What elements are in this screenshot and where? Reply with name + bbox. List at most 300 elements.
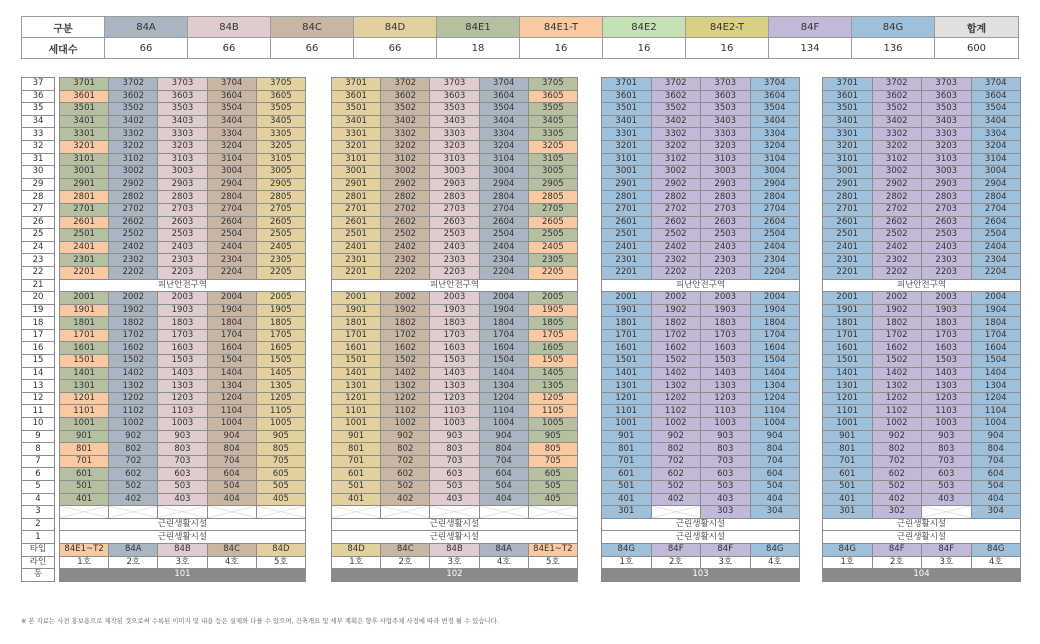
unit-cell: 2805 (528, 191, 577, 204)
floor-number: 31 (22, 153, 55, 166)
unit-cell: 702 (651, 455, 701, 468)
unit-cell: 1501 (602, 355, 652, 368)
legend-type-count: 16 (520, 38, 603, 59)
line-cell: 2호 (872, 556, 922, 569)
unit-cell: 1903 (430, 304, 479, 317)
unit-cell: 1302 (109, 380, 158, 393)
legend-type-name: 84E1-T (520, 17, 603, 38)
unit-cell: 3103 (701, 153, 751, 166)
unit-cell: 2803 (922, 191, 972, 204)
unit-cell: 502 (872, 481, 922, 494)
unit-cell: 3701 (60, 78, 109, 91)
unit-cell: 1804 (971, 317, 1021, 330)
unit-cell: 1802 (651, 317, 701, 330)
unit-cell: 1602 (872, 342, 922, 355)
unit-cell: 3001 (602, 166, 652, 179)
unit-cell: 2501 (332, 229, 381, 242)
unit-cell: 2205 (528, 266, 577, 279)
dong-number-cell: 103 (602, 569, 800, 582)
unit-cell: 1904 (207, 304, 256, 317)
line-cell: 1호 (602, 556, 652, 569)
legend-type-count: 66 (354, 38, 437, 59)
unit-cell: 302 (872, 506, 922, 519)
unit-cell: 1704 (750, 329, 800, 342)
unit-cell: 2704 (750, 203, 800, 216)
unit-cell: 3603 (922, 90, 972, 103)
unit-cell: 602 (872, 468, 922, 481)
unit-cell: 3701 (332, 78, 381, 91)
unit-cell: 404 (750, 493, 800, 506)
unit-cell: 2001 (60, 292, 109, 305)
unit-cell: 3404 (207, 115, 256, 128)
legend-header-row (22, 17, 1019, 38)
unit-cell: 2702 (651, 203, 701, 216)
unit-cell: 804 (479, 443, 528, 456)
unit-cell: 3301 (823, 128, 873, 141)
unit-cell: 2001 (332, 292, 381, 305)
unit-cell: 905 (528, 430, 577, 443)
amenity-facility-cell: 근린생활시설 (332, 518, 578, 531)
unit-cell: 2303 (701, 254, 751, 267)
unit-cell: 2305 (528, 254, 577, 267)
unit-cell: 1003 (701, 418, 751, 431)
unit-cell: 804 (750, 443, 800, 456)
unit-cell: 803 (922, 443, 972, 456)
unit-cell: 502 (381, 481, 430, 494)
unit-cell: 3004 (750, 166, 800, 179)
unit-cell: 3201 (823, 140, 873, 153)
unit-cell: 403 (701, 493, 751, 506)
unit-cell: 2203 (430, 266, 479, 279)
line-cell: 2호 (651, 556, 701, 569)
unit-cell: 2201 (823, 266, 873, 279)
unit-cell: 1801 (332, 317, 381, 330)
floor-number: 20 (22, 292, 55, 305)
unit-cell: 2204 (971, 266, 1021, 279)
unit-cell: 1402 (651, 367, 701, 380)
unit-cell: 2002 (109, 292, 158, 305)
unit-cell: 1102 (651, 405, 701, 418)
unit-cell: 2705 (256, 203, 305, 216)
unit-cell: 1802 (381, 317, 430, 330)
unit-cell: 2904 (750, 178, 800, 191)
unit-cell: 3402 (651, 115, 701, 128)
unit-cell: 1303 (430, 380, 479, 393)
unit-cell: 1703 (430, 329, 479, 342)
unit-type-cell: 84C (207, 543, 256, 556)
unit-cell: 1004 (971, 418, 1021, 431)
unit-cell: 3102 (651, 153, 701, 166)
unit-cell: 3704 (207, 78, 256, 91)
unit-cell: 2003 (922, 292, 972, 305)
unit-cell: 2304 (207, 254, 256, 267)
unit-cell: 1703 (922, 329, 972, 342)
unit-cell: 301 (602, 506, 652, 519)
unit-cell: 1603 (158, 342, 207, 355)
unit-cell: 2403 (701, 241, 751, 254)
amenity-facility-cell: 근린생활시설 (332, 531, 578, 544)
line-cell: 3호 (922, 556, 972, 569)
unit-cell: 3204 (479, 140, 528, 153)
unit-cell: 1501 (823, 355, 873, 368)
unit-cell: 2704 (971, 203, 1021, 216)
unit-cell: 601 (823, 468, 873, 481)
unit-cell: 1902 (651, 304, 701, 317)
unit-cell: 1503 (158, 355, 207, 368)
unit-cell: 904 (479, 430, 528, 443)
unit-cell: 1102 (109, 405, 158, 418)
unit-cell: 3401 (823, 115, 873, 128)
unit-cell: 1604 (479, 342, 528, 355)
legend-type-name: 84D (354, 17, 437, 38)
unit-cell: 701 (332, 455, 381, 468)
dong-number-cell: 101 (60, 569, 306, 582)
unit-cell: 404 (971, 493, 1021, 506)
unit-cell: 3601 (823, 90, 873, 103)
vacant-unit-cell (528, 506, 577, 519)
unit-cell: 501 (823, 481, 873, 494)
unit-cell: 2602 (109, 216, 158, 229)
unit-type-cell: 84F (872, 543, 922, 556)
unit-cell: 2204 (207, 266, 256, 279)
unit-cell: 1205 (528, 392, 577, 405)
unit-cell: 2405 (256, 241, 305, 254)
line-cell: 5호 (528, 556, 577, 569)
unit-cell: 2303 (158, 254, 207, 267)
unit-cell: 1602 (651, 342, 701, 355)
unit-type-cell: 84G (823, 543, 873, 556)
unit-cell: 2902 (381, 178, 430, 191)
unit-cell: 2604 (479, 216, 528, 229)
unit-cell: 2704 (479, 203, 528, 216)
unit-cell: 3503 (158, 103, 207, 116)
unit-cell: 503 (430, 481, 479, 494)
unit-cell: 2903 (922, 178, 972, 191)
unit-cell: 3503 (430, 103, 479, 116)
unit-cell: 1901 (60, 304, 109, 317)
unit-cell: 1904 (971, 304, 1021, 317)
unit-cell: 2504 (750, 229, 800, 242)
unit-cell: 1301 (602, 380, 652, 393)
unit-cell: 402 (109, 493, 158, 506)
unit-cell: 3301 (60, 128, 109, 141)
unit-cell: 2301 (332, 254, 381, 267)
unit-cell: 2603 (430, 216, 479, 229)
unit-cell: 405 (256, 493, 305, 506)
unit-cell: 2402 (109, 241, 158, 254)
unit-cell: 2802 (109, 191, 158, 204)
legend-type-name: 84E2-T (686, 17, 769, 38)
unit-cell: 1201 (823, 392, 873, 405)
unit-cell: 1902 (872, 304, 922, 317)
unit-cell: 1903 (922, 304, 972, 317)
unit-cell: 1803 (922, 317, 972, 330)
unit-cell: 703 (701, 455, 751, 468)
unit-cell: 3705 (528, 78, 577, 91)
unit-cell: 1401 (332, 367, 381, 380)
unit-cell: 1204 (750, 392, 800, 405)
unit-cell: 1301 (332, 380, 381, 393)
legend-type-count: 16 (686, 38, 769, 59)
unit-cell: 3101 (823, 153, 873, 166)
unit-cell: 601 (602, 468, 652, 481)
unit-cell: 903 (922, 430, 972, 443)
unit-cell: 1305 (256, 380, 305, 393)
unit-cell: 3002 (381, 166, 430, 179)
unit-cell: 3204 (750, 140, 800, 153)
floor-number: 1 (22, 531, 55, 544)
unit-cell: 1601 (602, 342, 652, 355)
unit-cell: 3603 (701, 90, 751, 103)
unit-cell: 505 (528, 481, 577, 494)
unit-cell: 405 (528, 493, 577, 506)
amenity-facility-cell: 근린생활시설 (823, 531, 1021, 544)
floor-number: 37 (22, 78, 55, 91)
unit-cell: 402 (381, 493, 430, 506)
unit-cell: 1701 (332, 329, 381, 342)
unit-cell: 2604 (207, 216, 256, 229)
unit-type-cell: 84D (256, 543, 305, 556)
unit-cell: 2804 (971, 191, 1021, 204)
unit-cell: 2001 (602, 292, 652, 305)
unit-cell: 1302 (651, 380, 701, 393)
vacant-unit-cell (60, 506, 109, 519)
unit-cell: 2405 (528, 241, 577, 254)
unit-cell: 2202 (651, 266, 701, 279)
unit-cell: 2601 (823, 216, 873, 229)
unit-cell: 2802 (381, 191, 430, 204)
unit-cell: 2601 (602, 216, 652, 229)
unit-cell: 703 (158, 455, 207, 468)
building-103-table (601, 77, 800, 582)
unit-cell: 2901 (823, 178, 873, 191)
unit-cell: 403 (158, 493, 207, 506)
unit-cell: 3005 (528, 166, 577, 179)
unit-cell: 604 (479, 468, 528, 481)
unit-type-cell: 84C (381, 543, 430, 556)
unit-cell: 2603 (701, 216, 751, 229)
building-104-table (822, 77, 1021, 582)
unit-cell: 603 (158, 468, 207, 481)
unit-cell: 3101 (332, 153, 381, 166)
unit-cell: 3003 (701, 166, 751, 179)
unit-cell: 1302 (872, 380, 922, 393)
unit-cell: 1503 (430, 355, 479, 368)
unit-cell: 2004 (479, 292, 528, 305)
dong-row-label: 동 (22, 569, 55, 582)
unit-cell: 2905 (256, 178, 305, 191)
unit-cell: 3004 (207, 166, 256, 179)
vacant-unit-cell (651, 506, 701, 519)
line-cell: 1호 (823, 556, 873, 569)
unit-cell: 1804 (207, 317, 256, 330)
unit-cell: 1004 (750, 418, 800, 431)
unit-cell: 1105 (528, 405, 577, 418)
line-row-label: 라인 (22, 556, 55, 569)
unit-cell: 1202 (381, 392, 430, 405)
unit-cell: 2703 (922, 203, 972, 216)
unit-cell: 3303 (158, 128, 207, 141)
unit-cell: 1203 (158, 392, 207, 405)
unit-cell: 3304 (971, 128, 1021, 141)
unit-cell: 2804 (750, 191, 800, 204)
unit-cell: 2702 (872, 203, 922, 216)
unit-type-cell: 84B (430, 543, 479, 556)
unit-cell: 1002 (381, 418, 430, 431)
floor-number: 35 (22, 103, 55, 116)
unit-cell: 3201 (602, 140, 652, 153)
floor-number: 4 (22, 493, 55, 506)
legend-type-count: 18 (437, 38, 520, 59)
unit-cell: 1802 (872, 317, 922, 330)
unit-cell: 3502 (109, 103, 158, 116)
unit-cell: 3304 (479, 128, 528, 141)
unit-cell: 1504 (207, 355, 256, 368)
unit-cell: 804 (207, 443, 256, 456)
unit-cell: 1104 (207, 405, 256, 418)
unit-cell: 2904 (207, 178, 256, 191)
unit-cell: 1403 (158, 367, 207, 380)
floor-number: 11 (22, 405, 55, 418)
unit-cell: 2901 (60, 178, 109, 191)
unit-cell: 803 (430, 443, 479, 456)
floor-number: 24 (22, 241, 55, 254)
unit-cell: 3604 (971, 90, 1021, 103)
unit-cell: 3201 (60, 140, 109, 153)
unit-cell: 1202 (109, 392, 158, 405)
unit-cell: 1903 (158, 304, 207, 317)
unit-type-cell: 84G (750, 543, 800, 556)
unit-cell: 3702 (872, 78, 922, 91)
unit-cell: 1501 (60, 355, 109, 368)
unit-cell: 3404 (971, 115, 1021, 128)
unit-cell: 602 (651, 468, 701, 481)
floor-number: 28 (22, 191, 55, 204)
unit-cell: 401 (332, 493, 381, 506)
floor-number: 36 (22, 90, 55, 103)
floor-number: 7 (22, 455, 55, 468)
unit-cell: 2705 (528, 203, 577, 216)
unit-cell: 801 (332, 443, 381, 456)
floor-number: 22 (22, 266, 55, 279)
unit-cell: 1404 (207, 367, 256, 380)
unit-cell: 1101 (332, 405, 381, 418)
building-101-table (59, 77, 306, 582)
line-cell: 4호 (750, 556, 800, 569)
unit-cell: 1304 (479, 380, 528, 393)
unit-cell: 3202 (651, 140, 701, 153)
unit-cell: 2905 (528, 178, 577, 191)
unit-cell: 2801 (60, 191, 109, 204)
unit-cell: 1803 (158, 317, 207, 330)
unit-cell: 2302 (651, 254, 701, 267)
unit-cell: 1602 (109, 342, 158, 355)
unit-cell: 1804 (479, 317, 528, 330)
floor-number-column (21, 77, 55, 582)
unit-cell: 1103 (701, 405, 751, 418)
unit-cell: 902 (651, 430, 701, 443)
unit-cell: 1704 (479, 329, 528, 342)
unit-cell: 2301 (823, 254, 873, 267)
unit-cell: 903 (158, 430, 207, 443)
unit-cell: 1201 (602, 392, 652, 405)
unit-cell: 2304 (971, 254, 1021, 267)
unit-cell: 904 (750, 430, 800, 443)
unit-cell: 701 (602, 455, 652, 468)
unit-cell: 2402 (872, 241, 922, 254)
unit-cell: 1504 (750, 355, 800, 368)
unit-cell: 3703 (922, 78, 972, 91)
refuge-zone-cell: 피난안전구역 (60, 279, 306, 292)
unit-cell: 1301 (823, 380, 873, 393)
unit-cell: 2803 (701, 191, 751, 204)
unit-cell: 3004 (479, 166, 528, 179)
unit-cell: 1004 (207, 418, 256, 431)
unit-cell: 1403 (430, 367, 479, 380)
unit-cell: 1804 (750, 317, 800, 330)
unit-cell: 2904 (479, 178, 528, 191)
unit-cell: 2502 (872, 229, 922, 242)
unit-cell: 1901 (602, 304, 652, 317)
unit-cell: 2002 (872, 292, 922, 305)
unit-cell: 1904 (479, 304, 528, 317)
unit-cell: 1801 (823, 317, 873, 330)
unit-cell: 2403 (430, 241, 479, 254)
unit-cell: 3703 (430, 78, 479, 91)
unit-cell: 604 (207, 468, 256, 481)
unit-cell: 2404 (207, 241, 256, 254)
unit-type-cell: 84F (922, 543, 972, 556)
unit-cell: 2903 (701, 178, 751, 191)
unit-cell: 1702 (109, 329, 158, 342)
unit-cell: 3501 (823, 103, 873, 116)
unit-cell: 605 (256, 468, 305, 481)
unit-cell: 2804 (479, 191, 528, 204)
unit-cell: 2701 (602, 203, 652, 216)
unit-cell: 604 (971, 468, 1021, 481)
unit-cell: 2902 (872, 178, 922, 191)
unit-cell: 3102 (109, 153, 158, 166)
unit-cell: 904 (207, 430, 256, 443)
unit-cell: 3403 (701, 115, 751, 128)
unit-cell: 2504 (971, 229, 1021, 242)
unit-cell: 1204 (479, 392, 528, 405)
unit-cell: 1001 (823, 418, 873, 431)
unit-cell: 1203 (430, 392, 479, 405)
unit-type-cell: 84E1~T2 (60, 543, 109, 556)
unit-cell: 1101 (60, 405, 109, 418)
unit-cell: 2505 (528, 229, 577, 242)
unit-cell: 3205 (528, 140, 577, 153)
legend-count-row (22, 38, 1019, 59)
unit-cell: 505 (256, 481, 305, 494)
unit-cell: 705 (528, 455, 577, 468)
unit-cell: 3501 (332, 103, 381, 116)
unit-cell: 3301 (332, 128, 381, 141)
unit-cell: 402 (651, 493, 701, 506)
unit-cell: 403 (922, 493, 972, 506)
unit-cell: 1102 (381, 405, 430, 418)
type-row-label: 타입 (22, 543, 55, 556)
unit-cell: 1005 (528, 418, 577, 431)
unit-cell: 905 (256, 430, 305, 443)
unit-cell: 2001 (823, 292, 873, 305)
unit-type-cell: 84G (602, 543, 652, 556)
unit-cell: 802 (872, 443, 922, 456)
unit-cell: 3402 (381, 115, 430, 128)
unit-cell: 804 (971, 443, 1021, 456)
unit-cell: 402 (872, 493, 922, 506)
